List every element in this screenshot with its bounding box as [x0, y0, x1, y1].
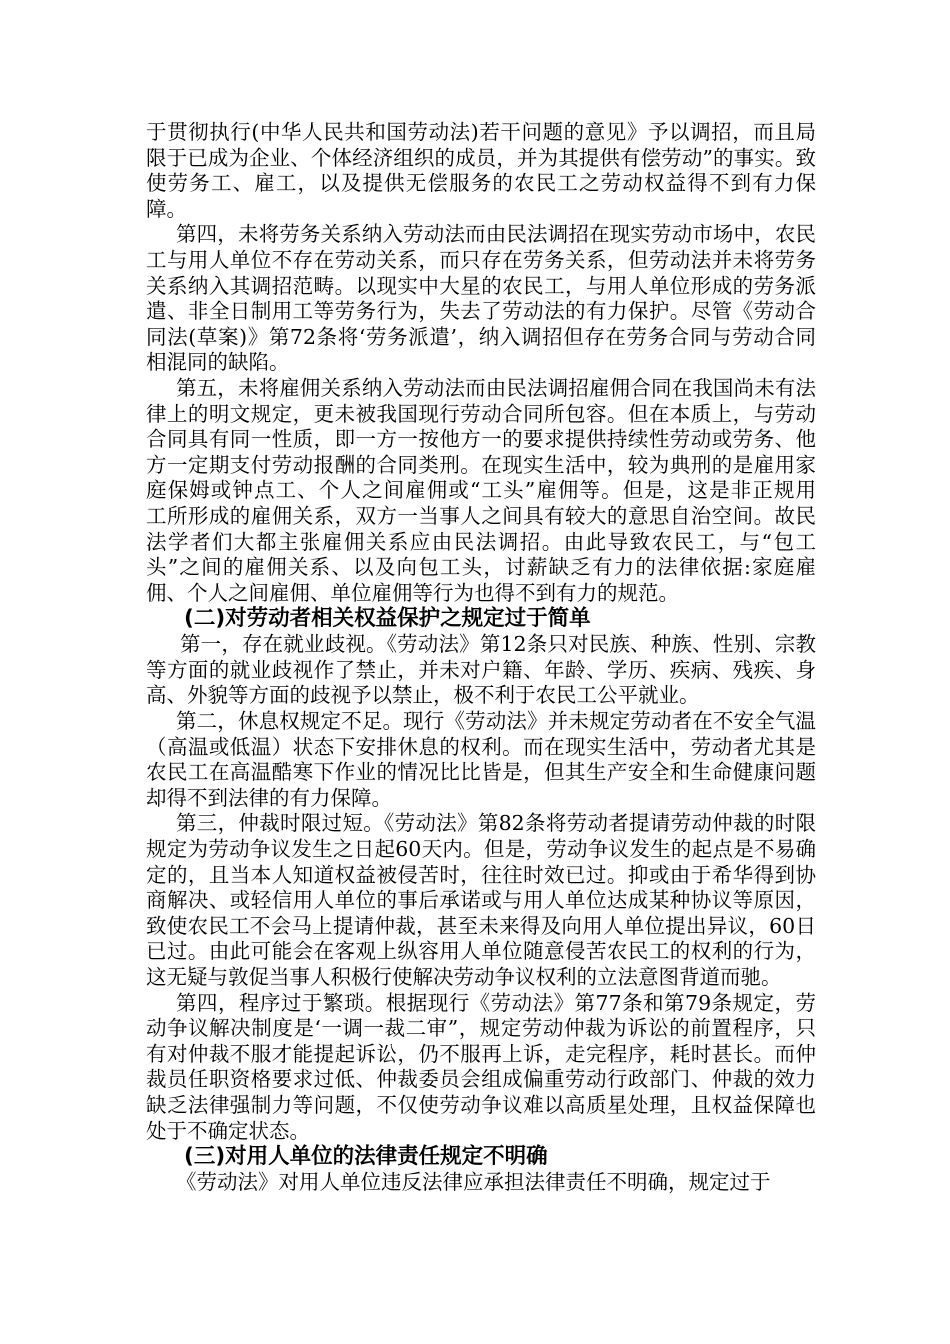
paragraph-third-arbitration-limit: 第三，仲裁时限过短。《劳动法》第82条将劳动者提请劳动仲裁的时限规定为劳动争议发生之日起60天内。但是，劳动争议发生的起点是不易确定的，且当本人知道权益被侵苦时，往往时效已过。抑或由于希华得到协商解决、或轻信用人单位的事后承诺或与用人单位达成某种协议等原因，致使农民工不会马上提请仲裁，甚至未来得及向用人单位提出异议，60日已过。由此可能会在客观上纵容用人单位随意侵苦农民工的权利的行为，这无疑与敦促当事人积极行使解决劳动争议权利的立法意图背道而驰。: [146, 811, 816, 989]
paragraph-first-discrimination: 第一，存在就业歧视。《劳动法》第12条只对民族、种族、性别、宗教等方面的就业歧视作了禁止，并未对户籍、年龄、学历、疾病、残疾、身高、外貌等方面的歧视予以禁止，极不利于农民工公平就业。: [146, 632, 816, 708]
paragraph-continuation: 于贯彻执行(中华人民共和国劳动法)若干问题的意见》予以调招，而且局限于已成为企业、个体经济组织的成员，并为其提供有偿劳动”的事实。致使劳务工、雇工，以及提供无偿服务的农民工之劳动权益得不到有力保障。: [146, 120, 816, 221]
document-page: [146, 120, 837, 1196]
paragraph-fourth-labor-service: 第四，未将劳务关系纳入劳动法而由民法调招在现实劳动市场中，农民工与用人单位不存在劳动关系，而只存在劳务关系，但劳动法并未将劳务关系纳入其调招范畴。以现实中大星的农民工，与用人单位形成的劳务派遣、非全日制用工等劳务行为，失去了劳动法的有力保护。尽管《劳动合同法(草案)》第72条将‘劳务派遣’，纳入调招但存在劳务合同与劳动合同相混同的缺陷。: [146, 222, 816, 375]
section-heading-2: (二)对劳动者相关权益保护之规定过于简单: [184, 606, 591, 632]
paragraph-employer-liability: 《劳动法》对用人单位违反法律应承担法律责任不明确，规定过于: [176, 1170, 771, 1195]
section-heading-3: (三)对用人单位的法律责任规定不明确: [184, 1144, 548, 1170]
paragraph-fifth-employment: 第五，未将雇佣关系纳入劳动法而由民法调招雇佣合同在我国尚未有法律上的明文规定，更未被我国现行劳动合同所包容。但在本质上，与劳动合同具有同一性质，即一方一按他方一的要求提供持续性劳动或劳务、他方一定期支付劳动报酬的合同类刑。在现实生活中，较为典刑的是雇用家庭保姆或钟点工、个人之间雇佣或“工头”雇佣等。但是，这是非正规用 工所形成的雇佣关系，双方一当事人之间具有较大的意思自治空间。故民法学者们大都主张雇佣关系应由民法调招。由此导致农民工，与“包工头”之间的雇佣关系、以及向包工头，讨薪缺乏有力的法律依据:家庭雇佣、个人之间雇佣、单位雇佣等行为也得不到有力的规范。: [146, 375, 837, 605]
paragraph-fourth-procedure: 第四，程序过于繁琐。根据现行《劳动法》第77条和第79条规定，劳动争议解决制度是‘一调一裁二审”，规定劳动仲裁为诉讼的前置程序，只有对仲裁不服才能提起诉讼，仍不服再上诉，走完程序，耗时甚长。而仲裁员任职资格要求过低、仲裁委员会组成偏重劳动行政部门、仲裁的效力缺乏法律强制力等问题，不仅使劳动争议难以高质星处理，且权益保障也处于不确定状态。: [146, 990, 816, 1143]
paragraph-second-rest-rights: 第二，休息权规定不足。现行《劳动法》并未规定劳动者在不安全气温（高温或低温）状态下安排休息的权利。而在现实生活中，劳动者尤其是农民工在高温酷寒下作业的情况比比皆是，但其生产安全和生命健康问题却得不到法律的有力保障。: [146, 709, 816, 810]
